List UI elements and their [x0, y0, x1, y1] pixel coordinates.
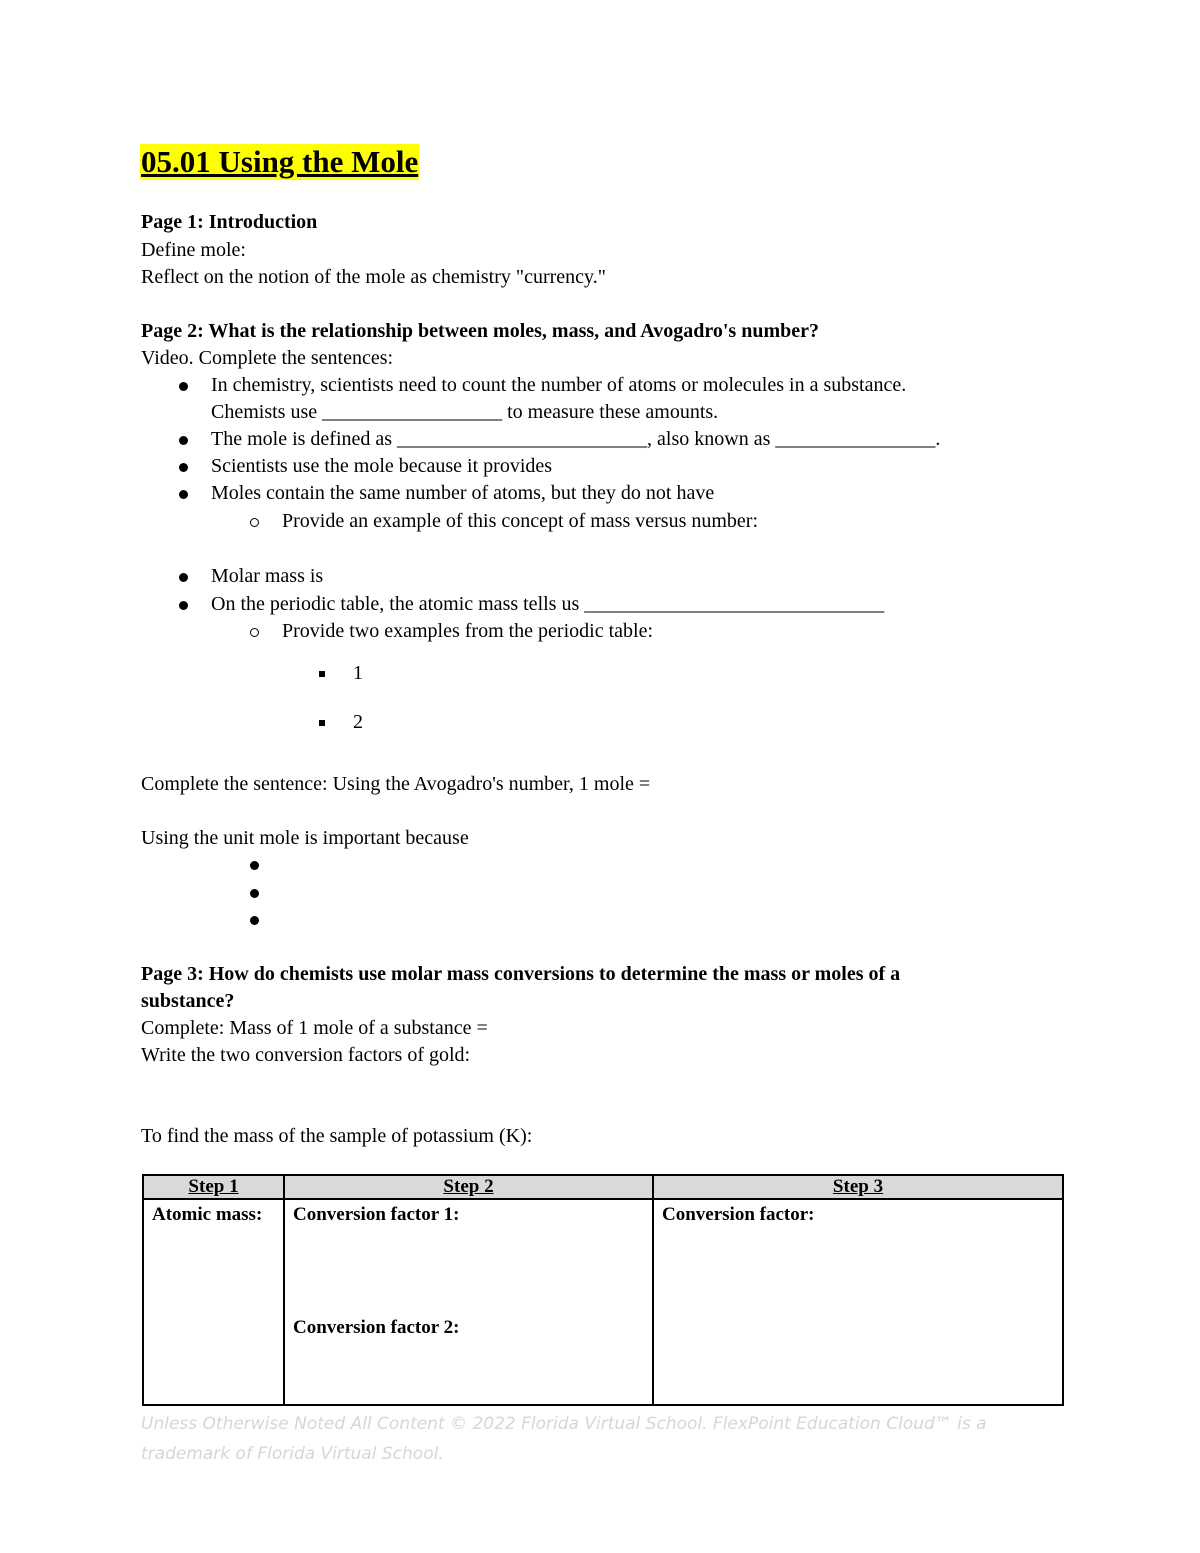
hollow-bullet-icon — [250, 518, 259, 527]
video-instructions: Video. Complete the sentences: — [141, 347, 394, 369]
bullet-same-atoms: Moles contain the same number of atoms, but they do not have — [211, 482, 715, 504]
bullet-icon — [250, 916, 259, 925]
page3-heading: Page 3: How do chemists use molar mass conversions to determine the mass or moles of a — [141, 963, 901, 985]
bullet-icon — [179, 463, 188, 472]
avogadro-sentence: Complete the sentence: Using the Avogadro's number, 1 mole = — [141, 773, 651, 795]
example-1: 1 — [353, 662, 363, 684]
step1-cell[interactable] — [143, 1199, 284, 1405]
reflect-prompt: Reflect on the notion of the mole as chemistry "currency." — [141, 266, 606, 288]
sub-bullet-periodic-examples: Provide two examples from the periodic table: — [282, 620, 654, 642]
potassium-prompt: To find the mass of the sample of potassium (K): — [141, 1125, 533, 1147]
bullet-icon — [179, 436, 188, 445]
bullet-icon — [179, 382, 188, 391]
sub-bullet-mass-example: Provide an example of this concept of mass versus number: — [282, 510, 758, 532]
table-row — [143, 1199, 1063, 1405]
document-title: 05.01 Using the Mole — [141, 144, 419, 179]
step3-cell[interactable] — [653, 1199, 1063, 1405]
bullet-icon — [179, 490, 188, 499]
mole-important-prompt: Using the unit mole is important because — [141, 827, 469, 849]
square-bullet-icon — [319, 671, 325, 677]
mass-one-mole-prompt: Complete: Mass of 1 mole of a substance = — [141, 1017, 488, 1039]
hollow-bullet-icon — [250, 628, 259, 637]
bullet-mole-because: Scientists use the mole because it provides — [211, 455, 553, 477]
header-step-1: Step 1 — [143, 1175, 284, 1199]
copyright-footer: Unless Otherwise Noted All Content © 2022 Florida Virtual School. FlexPoint Education Cloud™ is a trademark of Florida Virtual School. — [141, 1414, 987, 1464]
conversion-factor-1-label: Conversion factor 1: — [293, 1204, 460, 1225]
bullet-atomic-mass: On the periodic table, the atomic mass tells us ______________________________ — [211, 593, 885, 615]
bullet-icon — [179, 601, 188, 610]
header-step-2: Step 2 — [284, 1175, 653, 1199]
bullet-icon — [250, 889, 259, 898]
bullet-icon — [179, 573, 188, 582]
table-header-row — [143, 1175, 1063, 1199]
page2-heading: Page 2: What is the relationship between moles, mass, and Avogadro's number? — [141, 320, 819, 342]
bullet-count-atoms: In chemistry, scientists need to count the number of atoms or molecules in a substance. — [211, 374, 907, 396]
page1-heading: Page 1: Introduction — [141, 211, 318, 233]
define-mole-prompt: Define mole: — [141, 239, 246, 261]
header-step-3: Step 3 — [653, 1175, 1063, 1199]
square-bullet-icon — [319, 720, 325, 726]
conversion-factor-2-label: Conversion factor 2: — [293, 1317, 460, 1338]
conversion-factor-label: Conversion factor: — [662, 1204, 815, 1225]
atomic-mass-label: Atomic mass: — [152, 1204, 263, 1225]
page3-heading-cont: substance? — [141, 990, 235, 1012]
gold-conversion-prompt: Write the two conversion factors of gold: — [141, 1044, 471, 1066]
bullet-count-atoms-cont: Chemists use __________________ to measure these amounts. — [211, 401, 719, 423]
bullet-molar-mass: Molar mass is — [211, 565, 324, 587]
bullet-mole-defined: The mole is defined as _________________________, also known as ________________. — [211, 428, 941, 450]
step2-cell[interactable] — [284, 1199, 653, 1405]
steps-table — [142, 1174, 1064, 1406]
bullet-icon — [250, 861, 259, 870]
example-2: 2 — [353, 711, 363, 733]
